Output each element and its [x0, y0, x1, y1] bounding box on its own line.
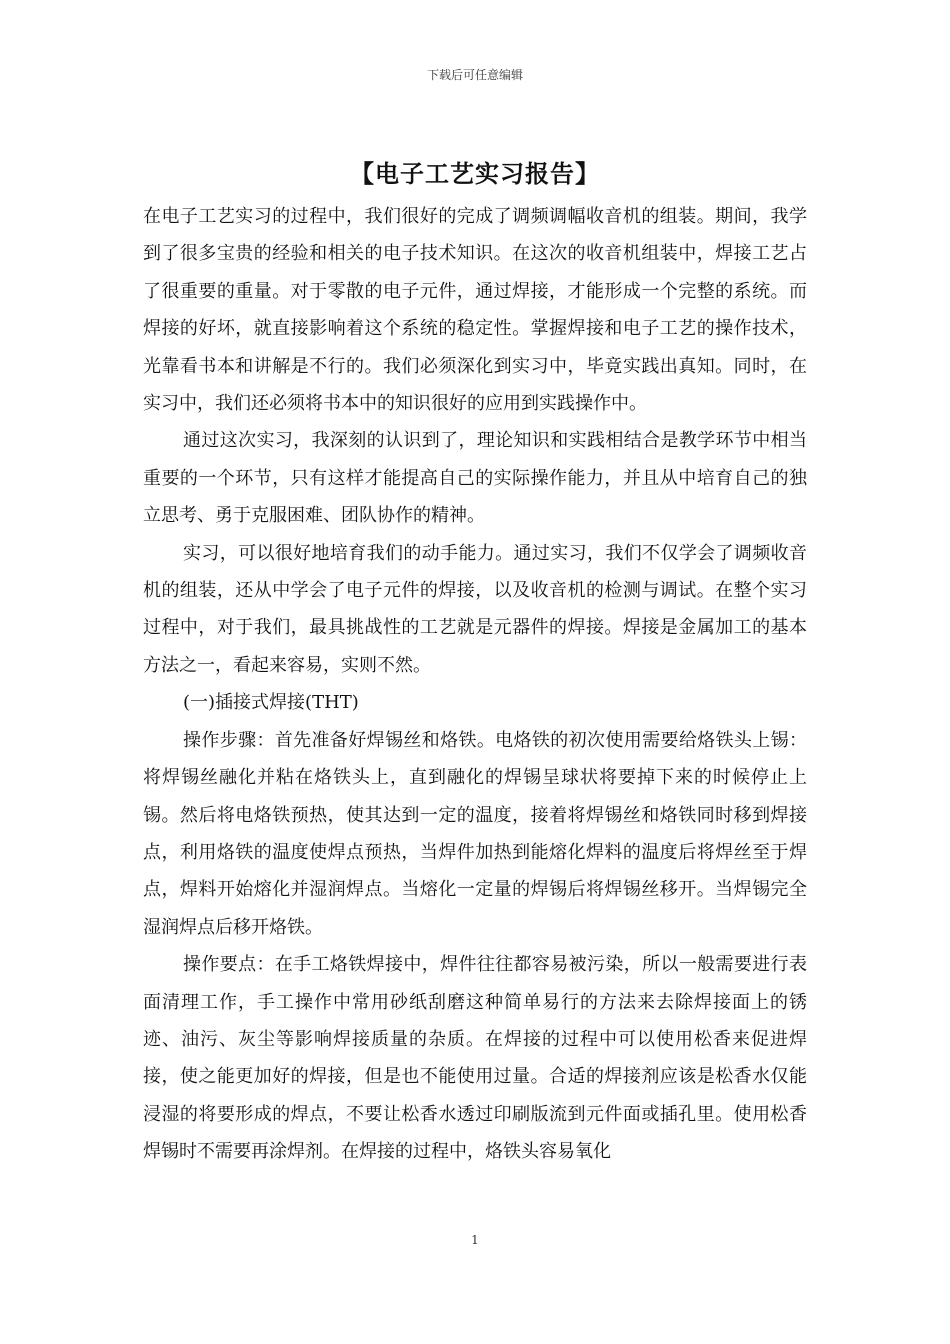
paragraph-intro: 在电子工艺实习的过程中，我们很好的完成了调频调幅收音机的组装。期间，我学到了很多宝贵的经验和相关的电子技术知识。在这次的收音机组装中，焊接工艺占了很重要的重量。对于零散的电子元件，通过焊接，才能形成一个完整的系统。而焊接的好坏，就直接影响着这个系统的稳定性。掌握焊接和电子工艺的操作技术，光靠看书本和讲解是不行的。我们必须深化到实习中，毕竟实践出真知。同时，在实习中，我们还必须将书本中的知识很好的应用到实践操作中。 [143, 206, 807, 415]
paragraph-operation-points: 操作要点：在手工烙铁焊接中，焊件往往都容易被污染，所以一般需要进行表面清理工作，手工操作中常用砂纸刮磨这种简单易行的方法来去除焊接面上的锈迹、油污、灰尘等影响焊接质量的杂质。在焊接的过程中可以使用松香来促进焊接，使之能更加好的焊接，但是也不能使用过量。合适的焊接剂应该是松香水仅能浸湿的将要形成的焊点，不要让松香水透过印刷版流到元件面或插孔里。使用松香焊锡时不需要再涂焊剂。在焊接的过程中，烙铁头容易氧化 [143, 954, 807, 1163]
document-title: 【电子工艺实习报告】 [350, 159, 600, 188]
page-number: 1 [471, 1233, 479, 1247]
paragraph-operation-steps: 操作步骤：首先准备好焊锡丝和烙铁。电烙铁的初次使用需要给烙铁头上锡：将焊锡丝融化并粘在烙铁头上，直到融化的焊锡呈球状将要掉下来的时候停止上锡。然后将电烙铁预热，使其达到一定的温度，接着将焊锡丝和烙铁同时移到焊接点，利用烙铁的温度使焊点预热，当焊件加热到能熔化焊料的温度后将焊丝至于焊点，焊料开始熔化并湿润焊点。当熔化一定量的焊锡后将焊锡丝移开。当焊锡完全湿润焊点后移开烙铁。 [143, 729, 807, 938]
paragraph-theory-practice: 通过这次实习，我深刻的认识到了，理论知识和实践相结合是教学环节中相当重要的一个环节，只有这样才能提高自己的实际操作能力，并且从中培育自己的独立思考、勇于克服困难、团队协作的精神。 [143, 430, 807, 527]
header-note: 下载后可任意编辑 [426, 68, 523, 82]
section-heading-tht: (一)插接式焊接(THT) [183, 692, 359, 714]
paragraph-practical-skills: 实习，可以很好地培育我们的动手能力。通过实习，我们不仅学会了调频收音机的组装，还从中学会了电子元件的焊接，以及收音机的检测与调试。在整个实习过程中，对于我们，最具挑战性的工艺就是元器件的焊接。焊接是金属加工的基本方法之一，看起来容易，实则不然。 [143, 542, 807, 676]
document-body [143, 198, 807, 1171]
